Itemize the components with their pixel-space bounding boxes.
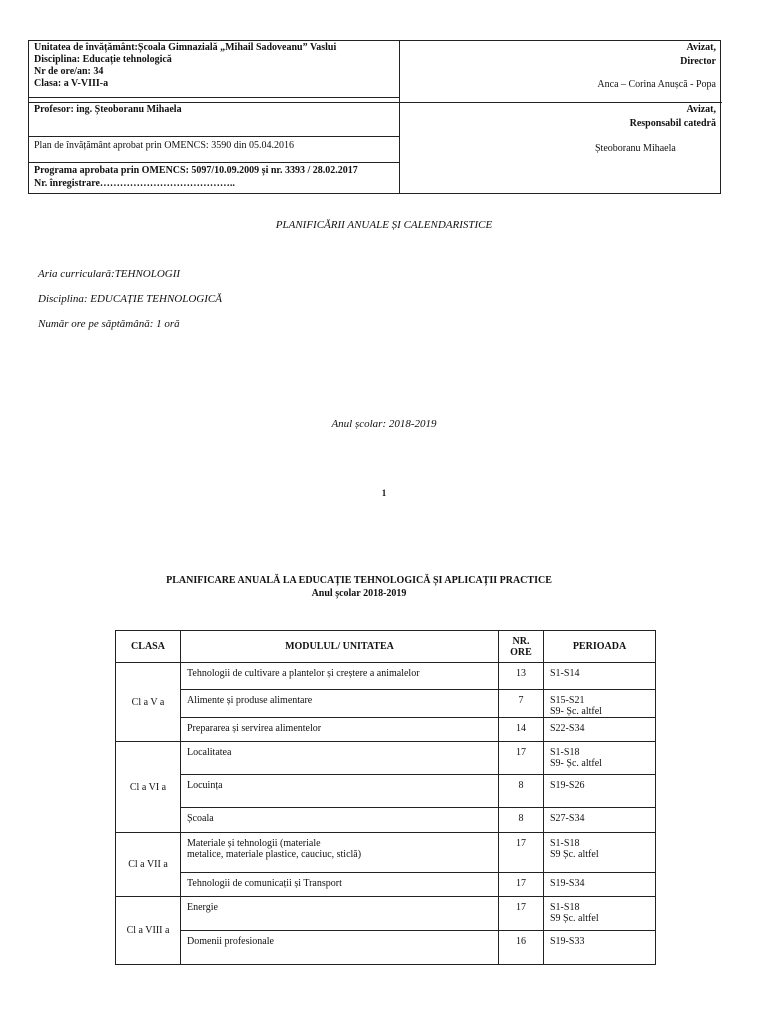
table-row [116,833,656,873]
cell-nr-ore: 8 [499,808,544,833]
table-row [116,718,656,742]
header-rule [29,136,399,137]
cell-perioada: S1-S18 S9 Șc. altfel [544,897,656,931]
director-name: Anca – Corina Anușcă - Popa [597,79,716,90]
nr-ore-text: Nr de ore/an: 34 [34,66,104,77]
responsabil-label: Responsabil catedră [629,118,716,129]
table-row [116,808,656,833]
cell-perioada: S19-S26 [544,775,656,808]
header-divider [399,41,400,193]
header-clasa: CLASA [116,631,181,663]
cell-modul: Tehnologii de cultivare a plantelor și creștere a animalelor [181,663,499,690]
responsabil-name: Șteoboranu Mihaela [595,143,676,154]
header-perioada: PERIOADA [544,631,656,663]
planificare-subtitle: Anul școlar 2018-2019 [311,588,407,599]
cell-nr-ore: 8 [499,775,544,808]
cell-perioada: S19-S33 [544,931,656,965]
numar-ore-label: Număr ore pe săptămână: 1 oră [38,318,180,330]
cell-perioada: S1-S18 S9 Șc. altfel [544,833,656,873]
table-row [116,931,656,965]
cell-modul: Materiale și tehnologii (materiale metalice, materiale plastice, cauciuc, sticlă) [181,833,499,873]
cell-nr-ore: 17 [499,873,544,897]
disciplina-text: Disciplina: Educație tehnologică [34,54,172,65]
cell-nr-ore: 17 [499,897,544,931]
cell-modul: Domenii profesionale [181,931,499,965]
cell-clasa: Cl a VI a [116,742,181,833]
cell-nr-ore: 7 [499,690,544,718]
page-number: 1 [381,488,387,498]
table-row [116,690,656,718]
header-nr-ore: NR. ORE [499,631,544,663]
cell-nr-ore: 16 [499,931,544,965]
cell-modul: Tehnologii de comunicații și Transport [181,873,499,897]
table-row [116,742,656,775]
header-rule [29,97,399,98]
cell-modul: Localitatea [181,742,499,775]
cell-perioada: S19-S34 [544,873,656,897]
nr-inregistrare-text: Nr. înregistrare………………………………….. [34,178,235,189]
table-row [116,663,656,690]
cell-modul: Energie [181,897,499,931]
cell-perioada: S27-S34 [544,808,656,833]
cell-modul: Prepararea și servirea alimentelor [181,718,499,742]
director-label: Director [680,56,716,67]
cell-nr-ore: 17 [499,742,544,775]
plan-text: Plan de învățământ aprobat prin OMENCS: 3590 din 05.04.2016 [34,140,294,151]
cell-perioada: S1-S14 [544,663,656,690]
cell-modul: Școala [181,808,499,833]
aria-curriculara: Aria curriculară:TEHNOLOGII [38,268,181,280]
header-table [28,40,721,194]
table-row [116,873,656,897]
cell-perioada: S1-S18 S9- Șc. altfel [544,742,656,775]
avizat-responsabil: Avizat, [686,104,716,115]
cell-modul: Locuința [181,775,499,808]
avizat-director: Avizat, [686,42,716,53]
cell-modul: Alimente și produse alimentare [181,690,499,718]
planificare-title: PLANIFICARE ANUALĂ LA EDUCAȚIE TEHNOLOGICĂ ȘI APLICAȚII PRACTICE [166,575,552,586]
header-modul: MODULUL/ UNITATEA [181,631,499,663]
cell-clasa: Cl a V a [116,663,181,742]
cell-clasa: Cl a VIII a [116,897,181,965]
unitatea-text: Unitatea de învățământ:Școala Gimnazială „Mihail Sadoveanu” Vaslui [34,42,337,53]
cell-clasa: Cl a VII a [116,833,181,897]
header-rule [29,102,722,103]
table-row [116,897,656,931]
cell-nr-ore: 14 [499,718,544,742]
programa-text: Programa aprobata prin OMENCS: 5097/10.09.2009 și nr. 3393 / 28.02.2017 [34,165,358,176]
planificarii-title: PLANIFICĂRII ANUALE ȘI CALENDARISTICE [275,219,493,231]
an-scolar-label: Anul școlar: 2018-2019 [331,418,437,430]
cell-perioada: S22-S34 [544,718,656,742]
clasa-text: Clasa: a V-VIII-a [34,78,109,89]
cell-nr-ore: 13 [499,663,544,690]
cell-perioada: S15-S21 S9- Șc. altfel [544,690,656,718]
cell-nr-ore: 17 [499,833,544,873]
header-rule [29,162,399,163]
planificare-table [115,630,656,965]
disciplina-label: Disciplina: EDUCAȚIE TEHNOLOGICĂ [38,293,222,305]
table-row [116,775,656,808]
profesor-text: Profesor: ing. Șteoboranu Mihaela [34,104,182,115]
